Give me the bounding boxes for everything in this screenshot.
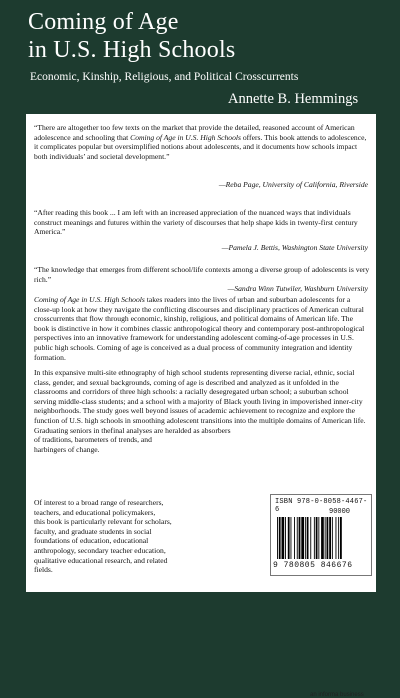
description-p2-line-b: harbingers of change. [34, 444, 100, 454]
barcode-bar [279, 517, 281, 559]
book-subtitle: Economic, Kinship, Religious, and Political Crosscurrents [30, 71, 299, 83]
barcode-bar [329, 517, 331, 559]
barcode-bar [288, 517, 290, 559]
p3-line: faculty, and graduate students in social [34, 526, 152, 536]
barcode-bar [285, 517, 286, 559]
barcode-bar [318, 517, 319, 559]
title-line-2: in U.S. High Schools [28, 37, 236, 63]
barcode-bar [301, 517, 304, 559]
description-p2-text: In this expansive multi-site ethnography of high school students representing diverse racial, ethnic, social class, gender, and sexual backgrounds, coming of age is described and analyzed as it unfolded in the classrooms and corridors of three high schools: a racially desegregated urban school; a suburban school serving middle-class students; and a school with a majority of Black youth living in impoverished inner-city neighborhoods. The study goes well beyond issues of academic achievement to recognize and explore the function of U.S. high schools in smoothing adolescent transitions into the multiple domains of American life. Graduating seniors in thefinal analyses are heralded as absorbers [34, 368, 366, 435]
description-paragraph-1 [34, 295, 370, 362]
back-cover-panel [26, 114, 376, 698]
review-attribution-3: —Sandra Winn Tutwiler, Washburn University [227, 284, 368, 293]
barcode-bar [327, 517, 329, 559]
barcode-block [270, 494, 372, 576]
price-code: 90000 [329, 508, 351, 516]
review-quote-2: “After reading this book ... I am left with an increased appreciation of the nuanced ways that individuals construct meanings and futures within the variety of discourses that help shape kids in twenty-first century America.” [34, 208, 358, 237]
p3-line: Of interest to a broad range of researchers, [34, 498, 164, 507]
barcode-bar [332, 517, 333, 559]
barcode-bar [316, 517, 318, 559]
barcode-bar [297, 517, 298, 559]
p3-line: this book is particularly relevant for scholars, [34, 517, 172, 527]
p3-line: qualitative educational research, and related [34, 555, 168, 565]
description-paragraph-3 [34, 498, 254, 575]
title-line-1: Coming of Age [28, 9, 179, 35]
publisher-line: an informa business [310, 692, 364, 698]
barcode-bar [282, 517, 285, 559]
barcode-bar [336, 517, 337, 559]
p3-line: teachers, and educational policymakers, [34, 507, 156, 517]
barcode-bar [310, 517, 311, 559]
barcode-bar [277, 517, 278, 559]
p3-line: foundations of education, educational [34, 536, 149, 546]
review-quote-3: “The knowledge that emerges from different school/life contexts among a diverse group of adolescents is very rich.” [34, 265, 370, 284]
ean-number: 9 780805 846676 [273, 561, 353, 570]
p3-line: fields. [34, 565, 53, 575]
barcode-bar [307, 517, 309, 559]
review-1-book-title: Coming of Age in U.S. High Schools [130, 132, 241, 142]
barcode-bar [340, 517, 342, 559]
description-p2-line-a: of traditions, barometers of trends, and [34, 435, 152, 445]
barcode-bar [291, 517, 292, 559]
barcode-bar [314, 517, 315, 559]
barcode-bar [325, 517, 326, 559]
book-title [28, 8, 388, 64]
review-attribution-2: —Pamela J. Bettis, Washington State University [221, 243, 368, 252]
barcode-bar [299, 517, 301, 559]
description-p1-text: takes readers into the lives of urban and suburban adolescents for a close-up look at how they navigate the conflicting discourses and disciplinary practices of American cultural crosscurrents that flow through economic, kinship, religious, and political domains of American life. The book is distinctive in how it combines classic anthropological theory and contemporary post-anthropological perspectives into an innovative framework for understanding adolescent coming-of-age processes in U.S. public high schools. Coming of age is conceived as a dual process of community integration and identity formation. [34, 295, 365, 362]
author-name: Annette B. Hemmings [228, 91, 359, 107]
barcode-graphic [275, 517, 367, 559]
p3-line: anthropology, secondary teacher education, [34, 545, 166, 555]
review-attribution-1: —Reba Page, University of California, Riverside [218, 180, 368, 189]
review-quote-1 [34, 123, 370, 161]
isbn-text: ISBN 978-0-8058-4467-6 [275, 498, 368, 514]
barcode-bar [321, 517, 324, 559]
barcode-bar [294, 517, 295, 559]
barcode-bar [338, 517, 339, 559]
description-book-title: Coming of Age in U.S. High Schools [34, 295, 145, 304]
description-paragraph-2 [34, 368, 370, 454]
barcode-bar [305, 517, 306, 559]
review-1-text-b: offers. This book attends to adolescence, it complicates popular but oversimplified notions about adolescents, and it documents how schools impact both individuals’ and societal development.” [34, 132, 367, 161]
review-1-text-a: “There are altogether too few texts on the market that provide the detailed, reasoned account of American adolescence and schooling that [34, 123, 355, 142]
